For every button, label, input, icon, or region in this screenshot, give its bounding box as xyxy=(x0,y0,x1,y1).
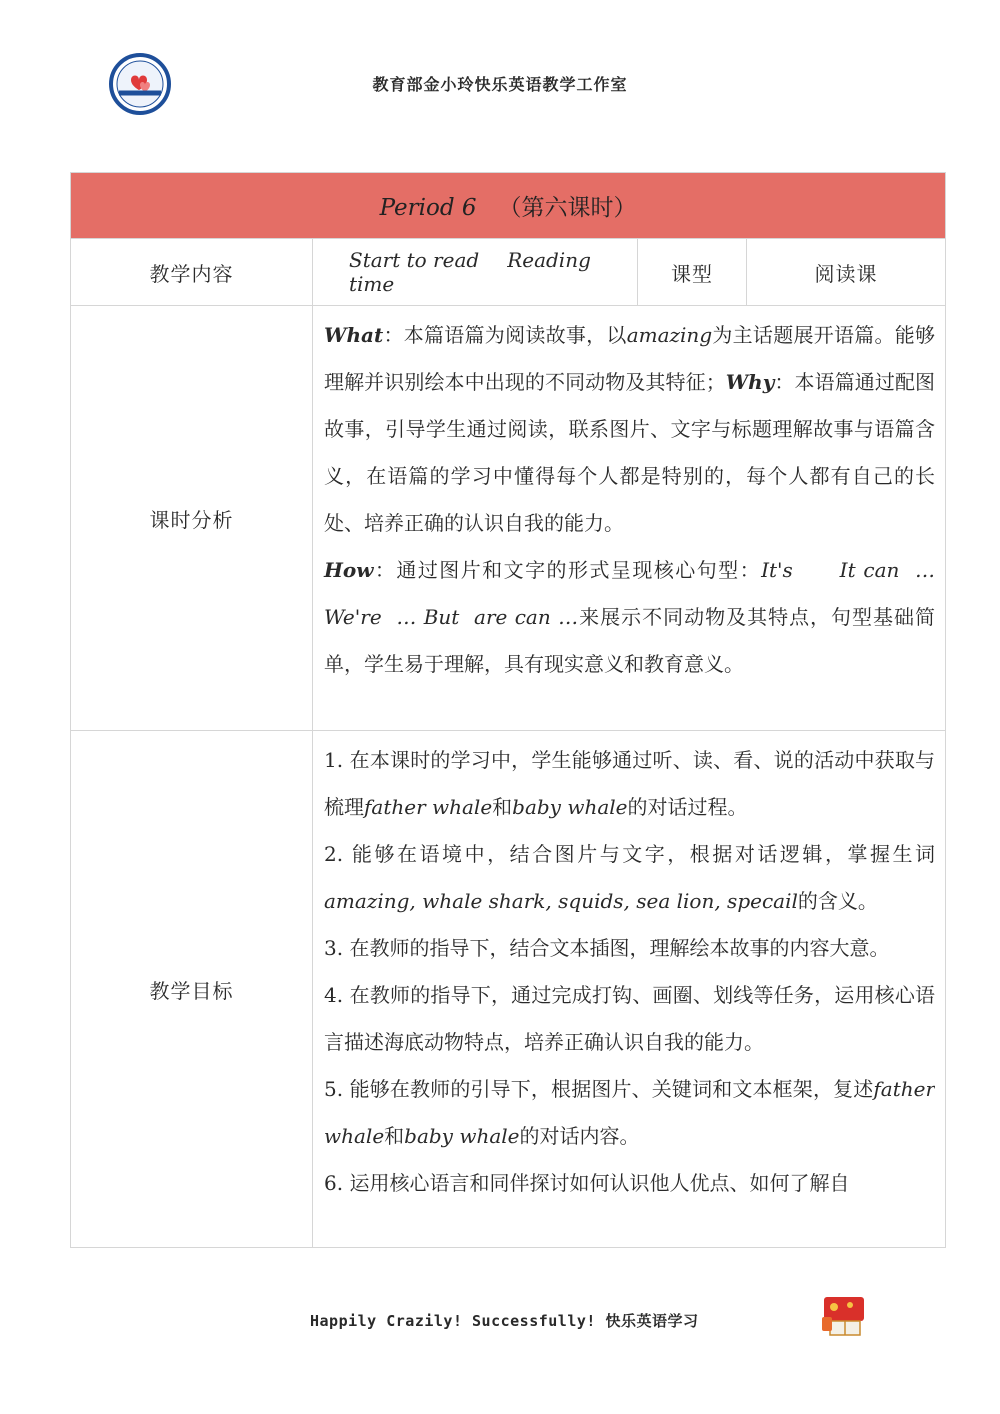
goal-6: 6. 运用核心语言和同伴探讨如何认识他人优点、如何了解自 xyxy=(324,1171,850,1195)
period-header xyxy=(71,173,946,239)
type-value: 阅读课 xyxy=(747,239,946,306)
content-value-start: Start to read xyxy=(349,248,480,272)
how-text-1: ：通过图片和文字的形式呈现核心句型： xyxy=(373,558,762,582)
goal-3: 3. 在教师的指导下，结合文本插图，理解绘本故事的内容大意。 xyxy=(324,936,890,960)
goal-2-vocab: amazing, whale shark, squids, sea lion, specail xyxy=(324,889,798,913)
goal-5-end: 的对话内容。 xyxy=(519,1124,640,1148)
lesson-plan-table xyxy=(70,172,946,1248)
period-title xyxy=(380,195,637,221)
goal-5-and: 和 xyxy=(384,1124,405,1148)
footer-slogan: Happily Crazily! Successfully! 快乐英语学习 xyxy=(310,1312,699,1330)
what-word: amazing xyxy=(626,323,713,347)
goal-5-term-baby: baby whale xyxy=(404,1124,520,1148)
analysis-label: 课时分析 xyxy=(71,306,313,731)
goal-4: 4. 在教师的指导下，通过完成打钩、画圈、划线等任务，运用核心语言描述海底动物特点，培养正确认识自我的能力。 xyxy=(324,983,936,1054)
goals-row xyxy=(71,731,946,1248)
content-value xyxy=(313,239,638,306)
goal-1-term-father: father whale xyxy=(364,795,493,819)
how-label: How xyxy=(324,558,374,582)
studio-title: 教育部金小玲快乐英语教学工作室 xyxy=(372,75,628,94)
analysis-what-why xyxy=(324,312,935,547)
analysis-how xyxy=(324,547,948,688)
goal-2-end: 的含义。 xyxy=(797,889,878,913)
goals-list xyxy=(324,737,935,1234)
goal-1-term-baby: baby whale xyxy=(512,795,628,819)
period-header-row xyxy=(71,173,946,239)
analysis-content xyxy=(313,306,946,731)
content-value-reading: Reading time xyxy=(349,248,591,296)
goal-1 xyxy=(324,737,935,831)
why-text: ：本语篇通过配图故事，引导学生通过阅读，联系图片、文字与标题理解故事与语篇含义，在语篇的学习中懂得每个人都是特别的，每个人都有自己的长处、培养正确的认识自我的能力。 xyxy=(324,370,936,535)
how-pattern: It's It can … We're … But are can … xyxy=(324,558,948,629)
how-text-2: 来展示不同动物及其特点，句型基础简单，学生易于理解，具有现实意义和教育意义。 xyxy=(324,605,936,676)
goal-1-text: 1. 在本课时的学习中，学生能够通过听、读、看、说的活动中获取与梳理 xyxy=(324,748,936,819)
type-label: 课型 xyxy=(638,239,747,306)
what-label: What xyxy=(324,323,384,347)
period-number: Period 6 xyxy=(379,195,477,221)
goal-1-and: 和 xyxy=(492,795,513,819)
goal-1-end: 的对话过程。 xyxy=(627,795,748,819)
period-cn: （第六课时） xyxy=(498,195,637,221)
content-label: 教学内容 xyxy=(71,239,313,306)
goal-2 xyxy=(324,831,935,925)
goals-content xyxy=(313,731,946,1248)
book-mascot-icon xyxy=(820,1291,870,1339)
goal-5-term-father: father whale xyxy=(324,1077,936,1148)
goal-2-text: 2. 能够在语境中，结合图片与文字，根据对话逻辑，掌握生词 xyxy=(324,842,936,866)
why-label: Why xyxy=(725,370,775,394)
goals-label: 教学目标 xyxy=(71,731,313,1248)
what-text-2: 为主话题展开语篇。能够理解并识别绘本中出现的不同动物及其特征； xyxy=(324,323,936,394)
goal-5-text: 5. 能够在教师的引导下，根据图片、关键词和文本框架，复述 xyxy=(324,1077,874,1101)
analysis-row xyxy=(71,306,946,731)
goal-5 xyxy=(324,1066,935,1160)
what-text-1: ：本篇语篇为阅读故事，以 xyxy=(383,323,627,347)
content-row xyxy=(71,239,946,306)
